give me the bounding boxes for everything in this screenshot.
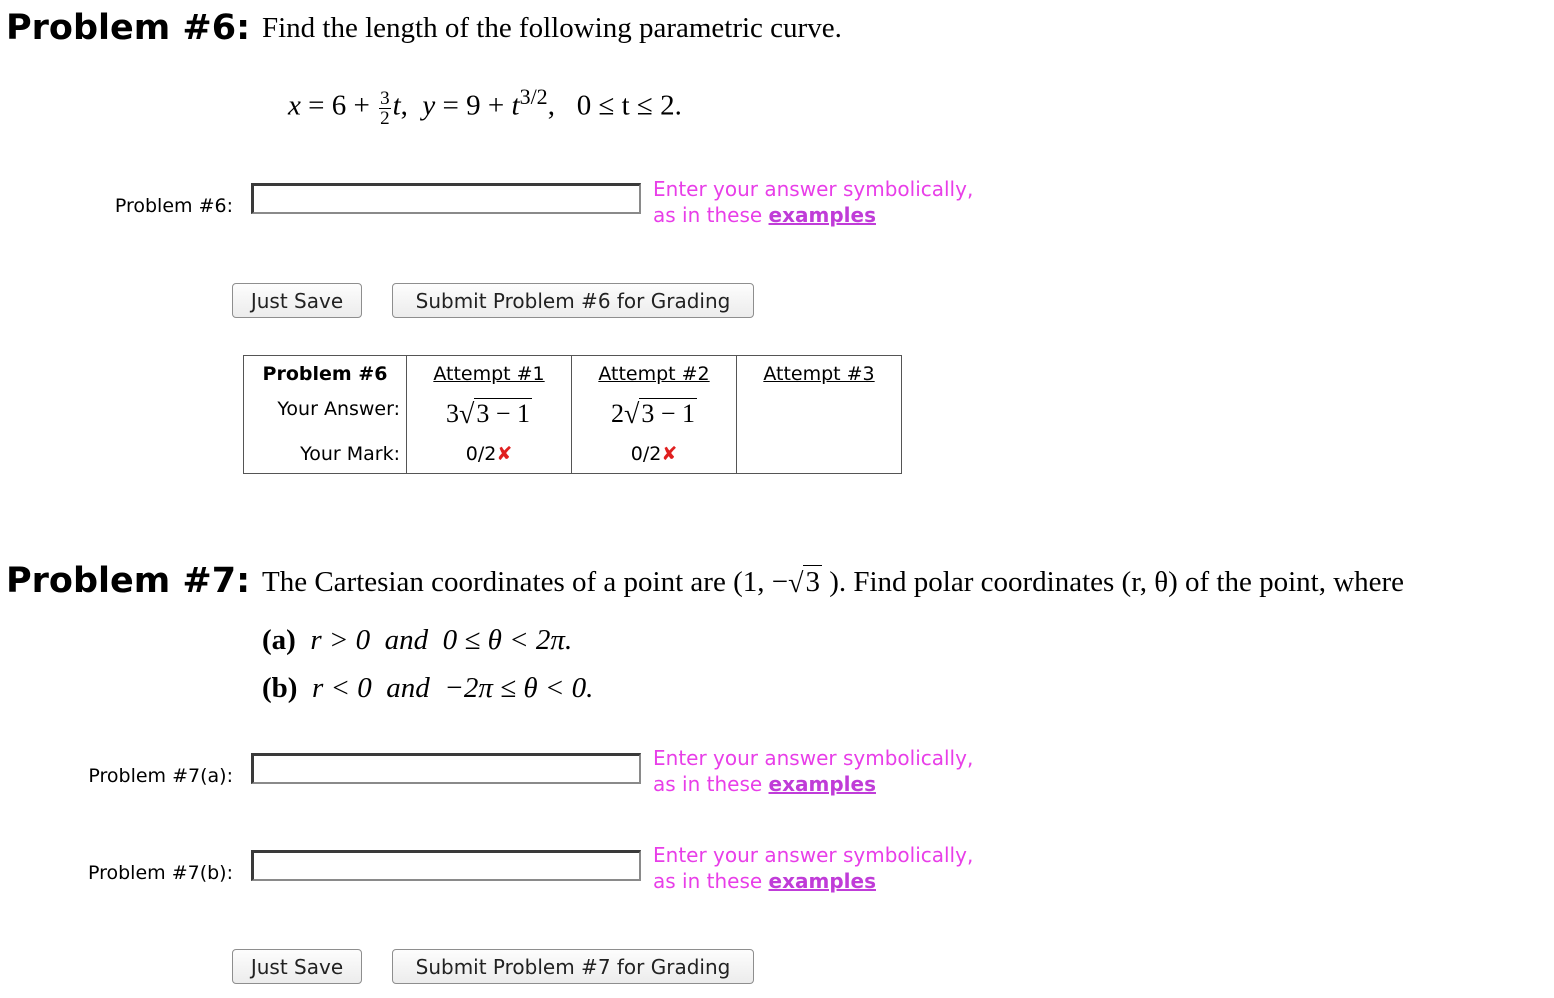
examples-link[interactable]: examples: [768, 772, 876, 796]
problem-7-heading: Problem #7:: [6, 561, 251, 601]
eq-part: = 6 +: [308, 89, 370, 122]
hint-line: [653, 771, 973, 797]
problem-7a-input-label: Problem #7(a):: [88, 765, 233, 787]
problem-7b-input-label: Problem #7(b):: [87, 862, 233, 884]
problem-7a-answer-input[interactable]: [251, 753, 641, 784]
problem-7-just-save-button[interactable]: Just Save: [232, 949, 362, 984]
prompt-radicand: 3: [805, 566, 820, 598]
table-answer-row: [244, 392, 902, 436]
part-a-label: (a): [262, 624, 296, 656]
attempt-3-answer: [737, 392, 902, 436]
eq-range: 0 ≤ t ≤ 2.: [576, 89, 682, 122]
hint-text: as in these: [653, 869, 769, 893]
eq-separator: ,: [400, 89, 408, 122]
answer-rest: − 1: [654, 398, 696, 428]
mark-label: Your Mark:: [244, 436, 407, 474]
examples-link[interactable]: examples: [768, 203, 876, 227]
problem-6-prompt: Find the length of the following parametric curve.: [262, 12, 842, 44]
problem-6-heading: Problem #6:: [6, 8, 251, 48]
problem-7b-answer-input[interactable]: [251, 850, 641, 881]
table-mark-row: [244, 436, 902, 474]
eq-x-var: x: [288, 89, 301, 122]
prompt-text: The Cartesian coordinates of a point are (1, −: [262, 566, 789, 598]
mark-value: 0/2: [630, 443, 662, 466]
problem-7b-hint: [653, 842, 973, 894]
part-b-text: r < 0 and −2π ≤ θ < 0.: [311, 672, 594, 704]
wrong-icon: ✘: [661, 443, 678, 466]
hint-line: Enter your answer symbolically,: [653, 843, 974, 867]
attempt-1-header: Attempt #1: [407, 356, 572, 392]
problem-6-submit-button[interactable]: Submit Problem #6 for Grading: [392, 283, 754, 318]
sqrt-symbol: √3 − 1: [458, 398, 531, 430]
prompt-text: ). Find polar coordinates (r, θ) of the point, where: [821, 566, 1405, 598]
table-header-cell: Problem #6: [244, 356, 407, 392]
answer-label: Your Answer:: [244, 392, 407, 436]
mark-value: 0/2: [465, 443, 497, 466]
eq-fraction-numerator: 3: [380, 87, 390, 109]
eq-fraction-denominator: 2: [380, 107, 390, 129]
problem-6-hint: [653, 176, 973, 228]
hint-line: [653, 868, 973, 894]
part-a-text: r > 0 and 0 ≤ θ < 2π.: [310, 624, 573, 656]
problem-6-just-save-button[interactable]: Just Save: [232, 283, 362, 318]
problem-7-prompt: [262, 566, 1404, 599]
hint-text: as in these: [653, 772, 769, 796]
examples-link[interactable]: examples: [768, 869, 876, 893]
hint-text: as in these: [653, 203, 769, 227]
answer-radicand: 3: [476, 398, 490, 428]
attempt-2-mark: [572, 436, 737, 474]
wrong-icon: ✘: [496, 443, 513, 466]
problem-6-input-label: Problem #6:: [114, 195, 233, 217]
attempt-2-header: Attempt #2: [572, 356, 737, 392]
eq-separator: ,: [547, 89, 555, 122]
eq-fraction: [379, 89, 391, 128]
hint-line: Enter your answer symbolically,: [653, 746, 974, 770]
attempt-2-answer: [572, 392, 737, 436]
eq-t-var: t: [392, 89, 401, 122]
part-b-condition: [262, 672, 593, 705]
eq-part: = 9 +: [442, 89, 505, 122]
sqrt-symbol: √3 − 1: [623, 398, 696, 430]
part-a-condition: [262, 624, 572, 657]
sqrt-symbol: √3: [788, 566, 820, 599]
table-header-row: [244, 356, 902, 392]
problem-6-equation: [288, 84, 682, 128]
problem-7-submit-button[interactable]: Submit Problem #7 for Grading: [392, 949, 754, 984]
eq-t-base: t: [511, 89, 520, 122]
hint-line: Enter your answer symbolically,: [653, 177, 974, 201]
attempt-3-mark: [737, 436, 902, 474]
problem-7a-hint: [653, 745, 973, 797]
answer-rest: − 1: [489, 398, 531, 428]
part-b-label: (b): [262, 672, 298, 704]
problem-6-answer-input[interactable]: [251, 183, 641, 214]
answer-coef: 3: [445, 398, 459, 428]
answer-coef: 2: [610, 398, 624, 428]
hint-line: [653, 202, 973, 228]
eq-y-var: y: [422, 89, 436, 122]
eq-exponent: 3/2: [519, 84, 548, 109]
answer-radicand: 3: [641, 398, 655, 428]
attempt-1-mark: [407, 436, 572, 474]
attempt-3-header: Attempt #3: [737, 356, 902, 392]
problem-6-attempts-table: [243, 355, 902, 474]
attempt-1-answer: [407, 392, 572, 436]
